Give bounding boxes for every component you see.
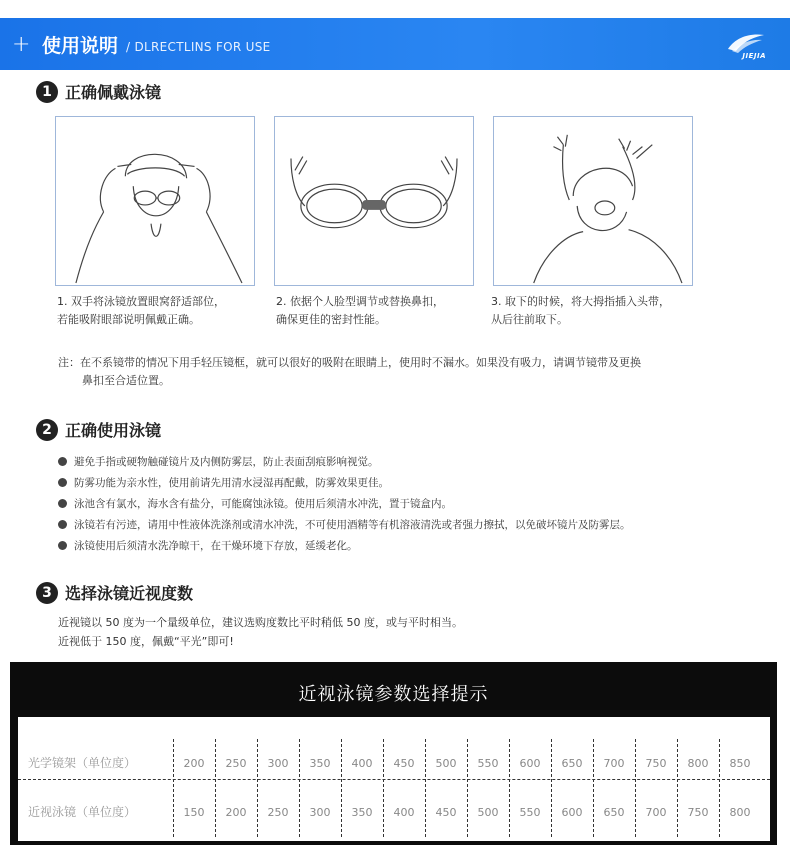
list-item-text: 泳镜使用后须清水洗净晾干，在干燥环境下存放，延缓老化。 xyxy=(74,540,358,552)
column-divider xyxy=(719,739,720,837)
table-cell: 300 xyxy=(309,806,331,819)
note-line: 注：在不系镜带的情况下用手轻压镜框，就可以很好的吸附在眼睛上，使用时不漏水。如果没有吸力，请调节镜带及更换 xyxy=(58,356,641,369)
table-cell: 300 xyxy=(267,757,289,770)
section-number: 3 xyxy=(36,582,58,604)
table-cell: 400 xyxy=(351,757,373,770)
note-line: 鼻扣至合适位置。 xyxy=(82,374,170,387)
column-divider xyxy=(425,739,426,837)
caption-line: 3. 取下的时候，将大拇指插入头带， xyxy=(491,295,670,308)
table-heading: 近视泳镜参数选择提示 xyxy=(298,684,489,705)
column-divider xyxy=(677,739,678,837)
table-cell: 650 xyxy=(603,806,625,819)
table-cell: 200 xyxy=(183,757,205,770)
plus-icon: + xyxy=(12,31,31,57)
table-cell: 750 xyxy=(645,757,667,770)
list-item-text: 避免手指或硬物触碰镜片及内侧防雾层，防止表面刮痕影响视觉。 xyxy=(74,456,379,468)
table-cell: 850 xyxy=(729,757,751,770)
step-3-caption xyxy=(491,293,670,329)
usage-tips-list xyxy=(58,451,631,556)
column-divider xyxy=(257,739,258,837)
section-title: 正确使用泳镜 xyxy=(65,421,162,440)
bullet-icon xyxy=(58,478,67,487)
section-number: 2 xyxy=(36,419,58,441)
bullet-icon xyxy=(58,499,67,508)
list-item-text: 泳镜若有污迹，请用中性液体洗涤剂或清水冲洗，不可使用酒精等有机溶液清洗或者强力擦拭，以免破坏镜片及防雾层。 xyxy=(74,519,631,531)
step-1-caption xyxy=(57,293,225,329)
section-1-heading xyxy=(36,80,161,103)
advice-line: 近视低于 150 度，佩戴“平光”即可! xyxy=(58,635,234,648)
section-3-heading xyxy=(36,581,193,604)
illustration-adjust-nose-piece xyxy=(274,116,474,286)
table-cell: 250 xyxy=(225,757,247,770)
table-cell: 150 xyxy=(183,806,205,819)
list-item xyxy=(58,514,631,535)
table-cell: 250 xyxy=(267,806,289,819)
column-divider xyxy=(341,739,342,837)
table-cell: 200 xyxy=(225,806,247,819)
column-divider xyxy=(467,739,468,837)
section-2-heading xyxy=(36,418,161,441)
brand-logo-text: JIEJIA xyxy=(742,52,766,60)
wearing-note xyxy=(58,354,718,390)
caption-line: 确保更佳的密封性能。 xyxy=(276,313,386,326)
column-divider xyxy=(635,739,636,837)
illustration-removing-goggles xyxy=(493,116,693,286)
table-cell: 700 xyxy=(603,757,625,770)
step-2-caption xyxy=(276,293,444,329)
header-banner xyxy=(0,18,790,70)
table-cell: 550 xyxy=(519,806,541,819)
illustration-wearing-goggles xyxy=(55,116,255,286)
table-cell: 600 xyxy=(561,806,583,819)
section-title: 选择泳镜近视度数 xyxy=(65,584,194,603)
section-number: 1 xyxy=(36,81,58,103)
caption-line: 2. 依据个人脸型调节或替换鼻扣， xyxy=(276,295,444,308)
bullet-icon xyxy=(58,520,67,529)
list-item-text: 泳池含有氯水，海水含有盐分，可能腐蚀泳镜。使用后须清水冲洗，置于镜盒内。 xyxy=(74,498,452,510)
page-title: 使用说明 xyxy=(42,34,119,57)
column-divider xyxy=(173,739,174,837)
column-divider xyxy=(383,739,384,837)
advice-line: 近视镜以 50 度为一个量级单位，建议选购度数比平时稍低 50 度，或与平时相当。 xyxy=(58,616,463,629)
list-item xyxy=(58,493,631,514)
table-cell: 550 xyxy=(477,757,499,770)
column-divider xyxy=(593,739,594,837)
table-cell: 500 xyxy=(477,806,499,819)
caption-line: 1. 双手将泳镜放置眼窝舒适部位， xyxy=(57,295,225,308)
table-cell: 450 xyxy=(435,806,457,819)
section-title: 正确佩戴泳镜 xyxy=(65,83,162,102)
degree-advice xyxy=(58,613,463,651)
page-subtitle: / DLRECTLINS FOR USE xyxy=(126,40,271,54)
table-cell: 350 xyxy=(351,806,373,819)
list-item xyxy=(58,451,631,472)
list-item-text: 防雾功能为亲水性，使用前请先用清水浸湿再配戴，防雾效果更佳。 xyxy=(74,477,389,489)
table-cell: 450 xyxy=(393,757,415,770)
column-divider xyxy=(509,739,510,837)
caption-line: 若能吸附眼部说明佩戴正确。 xyxy=(57,313,200,326)
parameter-table xyxy=(18,717,770,841)
column-divider xyxy=(215,739,216,837)
column-divider xyxy=(299,739,300,837)
table-cell: 600 xyxy=(519,757,541,770)
list-item xyxy=(58,472,631,493)
table-cell: 350 xyxy=(309,757,331,770)
caption-line: 从后往前取下。 xyxy=(491,313,568,326)
table-cell: 700 xyxy=(645,806,667,819)
bullet-icon xyxy=(58,457,67,466)
parameter-table-panel xyxy=(10,662,777,845)
table-cell: 500 xyxy=(435,757,457,770)
row-label-glasses: 光学镜架（单位度） xyxy=(28,756,137,770)
list-item xyxy=(58,535,631,556)
table-cell: 400 xyxy=(393,806,415,819)
table-cell: 650 xyxy=(561,757,583,770)
row-label-goggles: 近视泳镜（单位度） xyxy=(28,805,137,819)
table-cell: 800 xyxy=(687,757,709,770)
bullet-icon xyxy=(58,541,67,550)
table-cell: 750 xyxy=(687,806,709,819)
column-divider xyxy=(551,739,552,837)
row-divider xyxy=(18,779,770,780)
table-cell: 800 xyxy=(729,806,751,819)
